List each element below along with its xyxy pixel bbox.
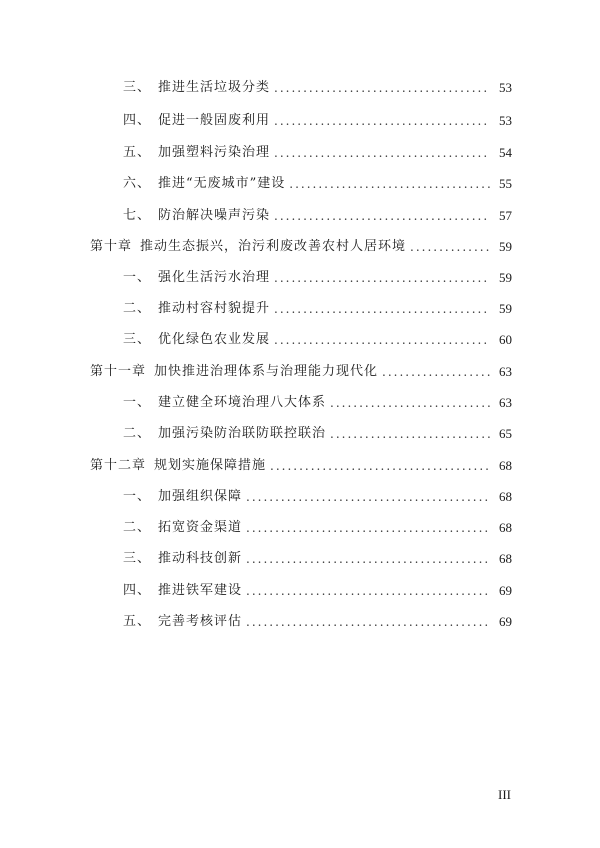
toc-entry-page: 65 [499, 426, 512, 441]
toc-entry-number: 四、 [123, 113, 152, 128]
toc-entry-number: 第十章 [90, 239, 133, 254]
toc-entry-title: 加强塑料污染治理 [158, 145, 271, 160]
toc-entry-number: 二、 [123, 520, 152, 535]
toc-entry-title: 优化绿色农业发展 [158, 332, 271, 347]
toc-entry-page: 53 [499, 80, 512, 95]
toc-entry-page: 68 [499, 551, 512, 566]
toc-entry-number: 三、 [123, 80, 152, 95]
dot-leader [274, 142, 490, 164]
dot-leader [274, 110, 490, 132]
toc-entry-page: 69 [499, 583, 512, 598]
toc-entry-number: 七、 [123, 208, 152, 223]
toc-entry-number: 一、 [123, 270, 152, 285]
toc-entry-number: 第十二章 [90, 458, 147, 473]
dot-leader [246, 611, 490, 633]
toc-entry[interactable] [123, 548, 512, 570]
dot-leader [289, 173, 490, 195]
toc-entry-title: 规划实施保障措施 [154, 458, 267, 473]
toc-chapter-entry[interactable] [90, 455, 512, 477]
toc-entry-page: 55 [499, 176, 512, 191]
dot-leader [246, 580, 490, 602]
toc-entry-page: 59 [499, 301, 512, 316]
toc-entry-title: 加强污染防治联防联控联治 [158, 426, 327, 441]
toc-entry-page: 57 [499, 208, 512, 223]
toc-entry-page: 69 [499, 614, 512, 629]
dot-leader [330, 423, 490, 445]
toc-entry[interactable] [123, 205, 512, 227]
toc-entry-page: 68 [499, 520, 512, 535]
toc-entry-title: 推进“无废城市”建设 [158, 176, 286, 191]
toc-chapter-entry[interactable] [90, 236, 512, 258]
dot-leader [382, 361, 490, 383]
toc-entry-number: 一、 [123, 489, 152, 504]
dot-leader [246, 548, 490, 570]
toc-entry-number: 五、 [123, 145, 152, 160]
toc-entry[interactable] [123, 517, 512, 539]
toc-entry-title: 推动生态振兴，治污利废改善农村人居环境 [140, 239, 407, 254]
toc-entry-number: 六、 [123, 176, 152, 191]
toc-entry-number: 四、 [123, 583, 152, 598]
dot-leader [246, 486, 490, 508]
toc-entry-page: 54 [499, 145, 512, 160]
toc-entry-title: 促进一般固废利用 [158, 113, 271, 128]
toc-entry-title: 完善考核评估 [158, 614, 243, 629]
toc-entry[interactable] [123, 110, 512, 132]
toc-entry-title: 拓宽资金渠道 [158, 520, 243, 535]
toc-entry[interactable] [123, 77, 512, 99]
toc-entry-number: 二、 [123, 426, 152, 441]
toc-entry-page: 59 [499, 239, 512, 254]
toc-entry-title: 加快推进治理体系与治理能力现代化 [154, 364, 379, 379]
toc-chapter-entry[interactable] [90, 361, 512, 383]
toc-entry-number: 三、 [123, 332, 152, 347]
toc-entry-number: 五、 [123, 614, 152, 629]
page-number: III [498, 787, 511, 802]
toc-entry[interactable] [123, 392, 512, 414]
toc-entry[interactable] [123, 580, 512, 602]
toc-entry-title: 建立健全环境治理八大体系 [158, 395, 327, 410]
dot-leader [270, 455, 490, 477]
toc-entry-title: 推进生活垃圾分类 [158, 80, 271, 95]
toc-entry-number: 二、 [123, 301, 152, 316]
toc-entry[interactable] [123, 173, 512, 195]
toc-entry[interactable] [123, 329, 512, 351]
toc-entry[interactable] [123, 267, 512, 289]
toc-entry[interactable] [123, 298, 512, 320]
dot-leader [246, 517, 490, 539]
toc-entry[interactable] [123, 486, 512, 508]
toc-entry[interactable] [123, 611, 512, 633]
dot-leader [274, 298, 490, 320]
dot-leader [274, 205, 490, 227]
dot-leader [330, 392, 490, 414]
dot-leader [274, 329, 490, 351]
toc-entry-page: 63 [499, 364, 512, 379]
toc-entry[interactable] [123, 142, 512, 164]
dot-leader [274, 267, 490, 289]
toc-entry-page: 60 [499, 332, 512, 347]
toc-entry-title: 强化生活污水治理 [158, 270, 271, 285]
toc-entry-title: 防治解决噪声污染 [158, 208, 271, 223]
toc-entry-title: 推动村容村貌提升 [158, 301, 271, 316]
toc-entry[interactable] [123, 423, 512, 445]
toc-entry-title: 推动科技创新 [158, 551, 243, 566]
dot-leader [274, 77, 490, 99]
toc-entry-page: 53 [499, 113, 512, 128]
toc-entry-page: 63 [499, 395, 512, 410]
toc-entry-number: 三、 [123, 551, 152, 566]
toc-entry-page: 68 [499, 458, 512, 473]
toc-entry-number: 一、 [123, 395, 152, 410]
toc-entry-number: 第十一章 [90, 364, 147, 379]
dot-leader [410, 236, 490, 258]
toc-entry-title: 加强组织保障 [158, 489, 243, 504]
toc-entry-page: 68 [499, 489, 512, 504]
toc-entry-title: 推进铁军建设 [158, 583, 243, 598]
toc-entry-page: 59 [499, 270, 512, 285]
